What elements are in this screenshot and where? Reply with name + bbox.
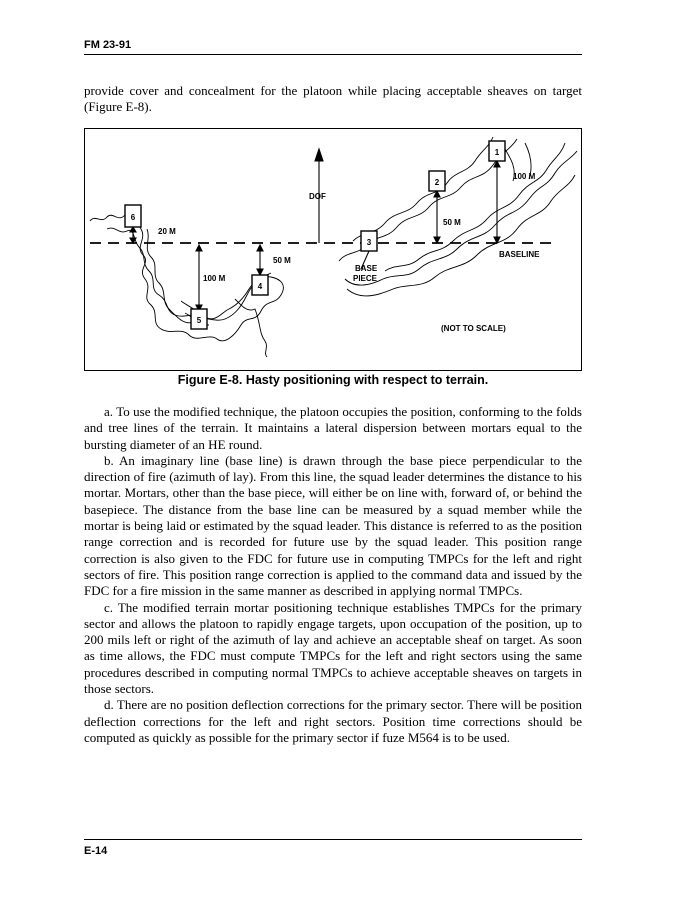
mortar-4-label: 4 <box>257 282 263 291</box>
running-header: FM 23-91 <box>84 39 132 51</box>
base-piece-label-line2: PIECE <box>353 274 378 283</box>
dof-arrowhead <box>315 149 323 161</box>
dist-20m-label: 20 M <box>158 227 176 236</box>
mortar-3-label: 3 <box>366 238 372 247</box>
terrain-contour-left-ridge <box>235 299 267 357</box>
footer-rule <box>84 839 582 840</box>
mortar-6-label: 6 <box>130 213 136 222</box>
figure-caption: Figure E-8. Hasty positioning with respect to terrain. <box>177 373 489 387</box>
paragraph-a: a. To use the modified technique, the platoon occupies the position, conforming to the folds and tree lines of the terrain. It maintains a lateral dispersion between mortars equal to the bursting diameter of an HE round. <box>84 404 582 452</box>
baseline-label: BASELINE <box>499 250 540 259</box>
dist-50m-right-label: 50 M <box>443 218 461 227</box>
paragraph-d: d. There are no position deflection corrections for the primary sector. There will be position deflection corrections for the left and right sectors. Position time corrections should be computed as quickly as possible for the primary sector if fuze M564 is to be used. <box>84 697 582 745</box>
page-number: E-14 <box>84 845 108 857</box>
mortar-1-label: 1 <box>494 148 500 157</box>
paragraph-b: b. An imaginary line (base line) is drawn through the base piece perpendicular to the direction of fire (azimuth of lay). From this line, the squad leader determines the distance to his mortar. Mortars, other than the base piece, will either be on line with, forward of, or behind the basepiece. The distance from the base line can be measured by a squad member while the mortar is being laid or estimated by the squad leader. This distance is referred to as the position range correction and is recorded for future use by the squad leader. This position range correction is also given to the FDC for future use in computing TMPCs for the left and right sectors of fire. This position range correction is applied to the command data and issued by the FDC for a fire mission in the same manner as described in applying normal TMPCs. <box>84 452 582 599</box>
dof-label: DOF <box>309 192 326 201</box>
figure-e8 <box>84 128 582 371</box>
not-to-scale-label: (NOT TO SCALE) <box>441 324 506 333</box>
body-paragraphs <box>84 404 582 746</box>
dist-50m-left-label: 50 M <box>273 256 291 265</box>
mortar-5-label: 5 <box>196 316 202 325</box>
terrain-diagram <box>85 129 583 372</box>
paragraph-c: c. The modified terrain mortar positioning technique establishes TMPCs for the primary sector and allows the platoon to rapidly engage targets, upon occupation of the position, up to 200 mils left or right of the azimuth of lay and achieve an acceptable sheaf on target. As soon as time allows, the FDC must compute TMPCs for the left and right sectors using the same procedures described in computing normal TMPCs to achieve acceptable sheaves on targets in those sectors. <box>84 599 582 697</box>
terrain-contour-right-4 <box>353 137 493 241</box>
intro-paragraph: provide cover and concealment for the platoon while placing acceptable sheaves on target (Figure E-8). <box>84 83 582 115</box>
dist-100m-left-label: 100 M <box>203 274 226 283</box>
header-rule <box>84 54 582 55</box>
base-piece-label-line1: BASE <box>355 264 378 273</box>
dist-100m-right-label: 100 M <box>513 172 536 181</box>
terrain-contour-right-2 <box>347 175 575 296</box>
mortar-2-label: 2 <box>434 178 440 187</box>
